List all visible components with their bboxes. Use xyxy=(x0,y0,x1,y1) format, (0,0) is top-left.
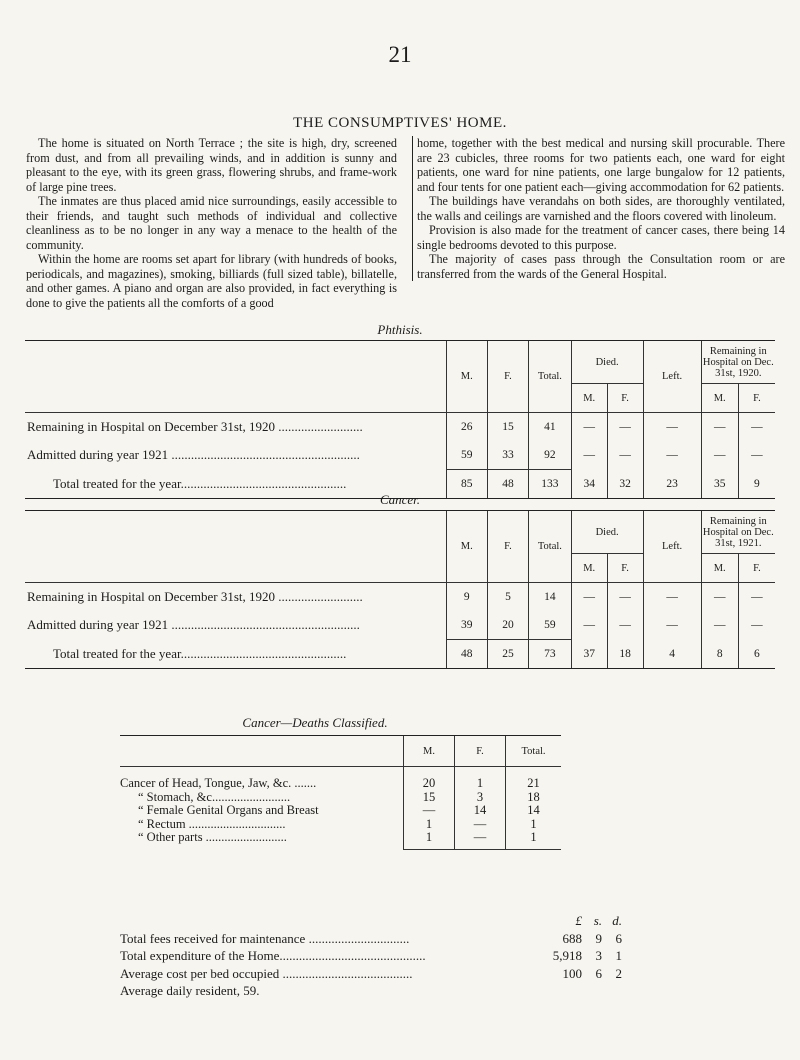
cell: — xyxy=(571,583,607,612)
phthisis-caption: Phthisis. xyxy=(377,322,423,337)
amount-pence: 1 xyxy=(615,948,622,963)
col-m: M. xyxy=(446,341,487,413)
paragraph: Provision is also made for the treatment of cancer cases, there being 14 single bedrooms devoted to this purpose. xyxy=(417,223,785,252)
cell: — xyxy=(643,583,701,612)
col-m: M. xyxy=(404,736,455,767)
col-total: Total. xyxy=(529,341,572,413)
cell: 18 xyxy=(607,640,643,669)
cell: 26 xyxy=(446,413,487,442)
cell: 33 xyxy=(487,441,528,470)
paragraph: The majority of cases pass through the Consultation room or are transferred from the wards of the General Hospital. xyxy=(417,252,785,281)
cell: — xyxy=(643,413,701,442)
amount-pence: 2 xyxy=(615,965,622,981)
cell: 92 xyxy=(529,441,572,470)
cell: 18 xyxy=(506,791,562,805)
cell: 20 xyxy=(404,777,455,791)
phthisis-table xyxy=(25,340,775,499)
row-label: Admitted during year 1921 .......................................................... xyxy=(27,447,360,463)
cell: — xyxy=(643,441,701,470)
cell: 32 xyxy=(607,470,643,499)
cell: — xyxy=(571,413,607,442)
cell: — xyxy=(571,611,607,640)
cell: — xyxy=(738,413,775,442)
daily-resident-text: Average daily resident, 59. xyxy=(120,983,260,998)
cell: 14 xyxy=(506,804,562,818)
cell: 85 xyxy=(446,470,487,499)
cell: 1 xyxy=(404,831,455,849)
amount-pounds: 5,918 xyxy=(552,948,582,963)
col-rem-m: M. xyxy=(701,554,738,583)
col-m: M. xyxy=(446,511,487,583)
cell: — xyxy=(571,441,607,470)
cell: — xyxy=(455,831,506,849)
paragraph: The home is situated on North Terrace ; the site is high, dry, screened from dust, and from all prevailing winds, and in addition is sunny and pleasant to the eye, with its green grass, flowering shrubs, and frame-work of large pine trees. xyxy=(26,136,397,194)
cell: 1 xyxy=(506,831,562,849)
col-died-m: M. xyxy=(571,554,607,583)
cell: 9 xyxy=(738,470,775,499)
paragraph: The buildings have verandahs on both sides, are thoroughly ventilated, the walls and ceilings are varnished and the floors covered with linoleum. xyxy=(417,194,785,223)
deaths-table xyxy=(120,735,561,850)
row-label: Remaining in Hospital on December 31st, 1920 .......................... xyxy=(25,413,446,442)
col-remaining: Remaining in Hospital on Dec. 31st, 1920. xyxy=(701,341,775,384)
cell: — xyxy=(701,413,738,442)
cell: 1 xyxy=(455,777,506,791)
row-label: “ Rectum ............................... xyxy=(138,816,286,831)
cell: 25 xyxy=(487,640,528,669)
amount-shillings: 6 xyxy=(595,965,602,981)
cell: 48 xyxy=(446,640,487,669)
cell: 20 xyxy=(487,611,528,640)
deaths-caption: Cancer—Deaths Classified. xyxy=(242,715,388,730)
amount-shillings: 9 xyxy=(595,930,602,946)
finance-row xyxy=(120,947,622,965)
col-rem-f: F. xyxy=(738,554,775,583)
finance-block xyxy=(120,912,622,1000)
col-total: Total. xyxy=(529,511,572,583)
finance-label: Average cost per bed occupied ........................................ xyxy=(120,965,413,981)
col-f: F. xyxy=(487,341,528,413)
row-label: “ Female Genital Organs and Breast xyxy=(138,803,319,817)
cell: — xyxy=(607,583,643,612)
amount-pence: 6 xyxy=(615,930,622,946)
col-died: Died. xyxy=(571,511,643,554)
cell: 23 xyxy=(643,470,701,499)
cell: — xyxy=(738,611,775,640)
cell: 39 xyxy=(446,611,487,640)
cell: — xyxy=(738,441,775,470)
col-total: Total. xyxy=(506,736,562,767)
col-left: Left. xyxy=(643,511,701,583)
cell: — xyxy=(643,611,701,640)
cell: 48 xyxy=(487,470,528,499)
col-rem-f: F. xyxy=(738,384,775,413)
cell: 14 xyxy=(455,804,506,818)
pounds-unit: £ xyxy=(575,913,582,928)
cell: 59 xyxy=(446,441,487,470)
cell: 1 xyxy=(404,818,455,832)
cell: 21 xyxy=(506,777,562,791)
page-number: 21 xyxy=(388,42,412,67)
col-remaining: Remaining in Hospital on Dec. 31st, 1921. xyxy=(701,511,775,554)
row-label: Total treated for the year................................................... xyxy=(25,640,446,669)
cell: 3 xyxy=(455,791,506,805)
row-label: Admitted during year 1921 .......................................................... xyxy=(27,617,360,633)
col-died-m: M. xyxy=(571,384,607,413)
row-label: “ Other parts .......................... xyxy=(138,830,287,845)
col-died: Died. xyxy=(571,341,643,384)
cell: 6 xyxy=(738,640,775,669)
cell: 9 xyxy=(446,583,487,612)
paragraph: home, together with the best medical and nursing skill procurable. There are 23 cubicles, three rooms for two patients each, one ward for eight patients, one ward for nine patients, one large bungalow for 12 patients, and four tents for one patient each—giving accommodation for 62 patients. xyxy=(417,136,785,194)
cell: 59 xyxy=(529,611,572,640)
currency-header xyxy=(120,912,622,930)
left-column xyxy=(26,136,397,310)
row-label: Remaining in Hospital on December 31st, 1920 .......................... xyxy=(25,583,446,612)
cell: 14 xyxy=(529,583,572,612)
cell: 4 xyxy=(643,640,701,669)
cell: — xyxy=(404,804,455,818)
pence-unit: d. xyxy=(612,913,622,928)
right-column xyxy=(412,136,785,281)
cell: — xyxy=(701,441,738,470)
finance-label: Total fees received for maintenance ............................... xyxy=(120,930,410,946)
cell: 34 xyxy=(571,470,607,499)
col-died-f: F. xyxy=(607,554,643,583)
amount-pounds: 688 xyxy=(562,930,582,946)
finance-row xyxy=(120,965,622,983)
cell: — xyxy=(607,441,643,470)
finance-row xyxy=(120,930,622,948)
cell: — xyxy=(455,818,506,832)
shillings-unit: s. xyxy=(593,913,602,928)
col-rem-m: M. xyxy=(701,384,738,413)
cell: 35 xyxy=(701,470,738,499)
cell: 15 xyxy=(487,413,528,442)
paragraph: The inmates are thus placed amid nice surroundings, easily accessible to their friends, and taught such methods of individual and collective cleanliness as to be no longer in any way a menace to the health of the community. xyxy=(26,194,397,252)
col-left: Left. xyxy=(643,341,701,413)
cancer-caption: Cancer. xyxy=(379,492,421,507)
col-died-f: F. xyxy=(607,384,643,413)
row-label: Cancer of Head, Tongue, Jaw, &c. ....... xyxy=(120,776,317,790)
amount-pounds: 100 xyxy=(562,965,582,981)
cell: 1 xyxy=(506,818,562,832)
cell: — xyxy=(607,413,643,442)
page-title: THE CONSUMPTIVES' HOME. xyxy=(293,115,507,131)
cell: 15 xyxy=(404,791,455,805)
row-label: “ Stomach, &c......................... xyxy=(138,789,291,804)
col-f: F. xyxy=(455,736,506,767)
daily-resident xyxy=(120,982,622,1000)
cell: — xyxy=(701,583,738,612)
finance-label: Total expenditure of the Home............................................. xyxy=(120,948,426,963)
cell: 5 xyxy=(487,583,528,612)
cell: — xyxy=(701,611,738,640)
cell: 41 xyxy=(529,413,572,442)
amount-shillings: 3 xyxy=(595,948,602,963)
cell: 37 xyxy=(571,640,607,669)
cancer-table xyxy=(25,510,775,669)
cell: 8 xyxy=(701,640,738,669)
cell: — xyxy=(738,583,775,612)
cell: — xyxy=(607,611,643,640)
col-f: F. xyxy=(487,511,528,583)
cell: 73 xyxy=(529,640,572,669)
row-label: Total treated for the year................................................... xyxy=(25,470,446,499)
cell: 133 xyxy=(529,470,572,499)
paragraph: Within the home are rooms set apart for library (with hundreds of books, periodicals, and magazines), smoking, billiards (full sized table), billatelle, and other games. A piano and organ are also provided, in fact everything is done to give the patients all the comforts of a good xyxy=(26,252,397,310)
